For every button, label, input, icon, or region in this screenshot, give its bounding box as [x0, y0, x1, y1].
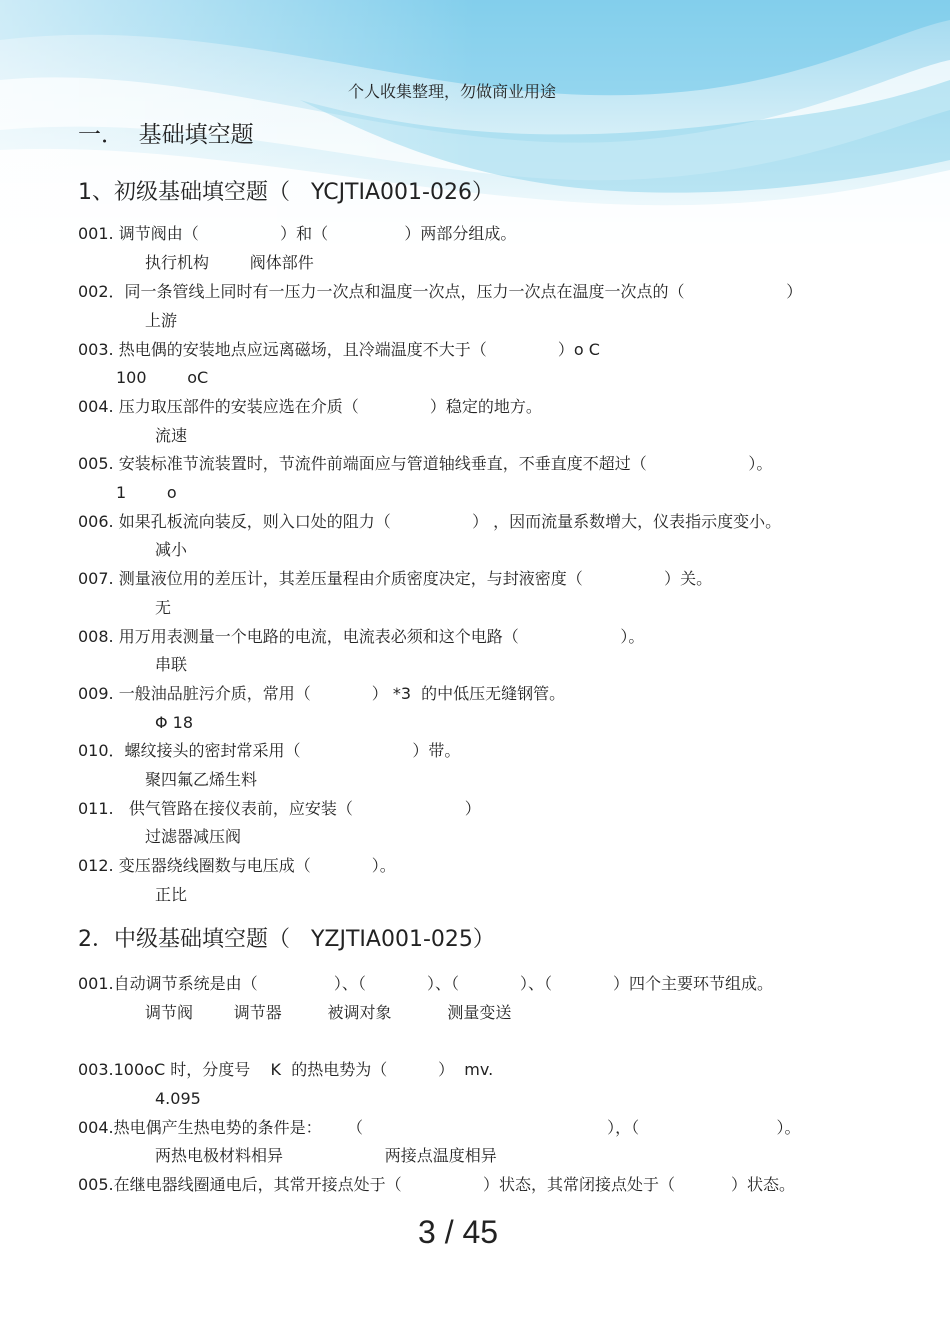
question-s1-004: 004. 压力取压部件的安装应选在介质（ ）稳定的地方。 [78, 397, 542, 416]
answer-s2-003: 4.095 [155, 1089, 201, 1108]
answer-s1-003: 100 oC [116, 368, 209, 387]
page-number: 3 / 45 [418, 1214, 499, 1250]
answer-s1-009: Φ 18 [155, 713, 194, 732]
answer-s2-001: 调节阀 调节器 被调对象 测量变送 [145, 1003, 512, 1022]
answer-s1-012: 正比 [155, 885, 188, 904]
question-s1-009: 009. 一般油品脏污介质，常用（ ） *3 的中低压无缝钢管。 [78, 684, 566, 703]
question-s1-005: 005. 安装标准节流装置时，节流件前端面应与管道轴线垂直，不垂直度不超过（ ）。 [78, 454, 773, 473]
question-s2-004: 004.热电偶产生热电势的条件是： （ ），（ ）。 [78, 1118, 801, 1137]
answer-s1-004: 流速 [155, 426, 188, 445]
question-s1-011: 011. 供气管路在接仪表前，应安装（ ） [78, 799, 481, 818]
header-note: 个人收集整理，勿做商业用途 [348, 82, 557, 101]
question-s1-010: 010．螺纹接头的密封常采用（ ）带。 [78, 741, 461, 760]
answer-s2-004: 两热电极材料相异 两接点温度相异 [155, 1146, 497, 1165]
answer-s1-001: 执行机构 阀体部件 [145, 253, 314, 272]
question-s2-001: 001.自动调节系统是由（ ）、（ ）、（ ）、（ ）四个主要环节组成。 [78, 974, 774, 993]
answer-s1-006: 减小 [155, 540, 188, 559]
section-1-title: 1、初级基础填空题（ YCJTIA001-026） [78, 180, 494, 205]
answer-s1-010: 聚四氟乙烯生料 [145, 770, 258, 789]
question-s1-012: 012. 变压器绕线圈数与电压成（ ）。 [78, 856, 396, 875]
question-s1-001: 001. 调节阀由（ ）和（ ）两部分组成。 [78, 224, 517, 243]
answer-s1-007: 无 [155, 598, 172, 617]
question-s1-007: 007. 测量液位用的差压计，其差压量程由介质密度决定，与封液密度（ ）关。 [78, 569, 713, 588]
section-2-title: 2．中级基础填空题（ YZJTIA001-025） [78, 927, 495, 952]
answer-s1-002: 上游 [145, 311, 178, 330]
question-s2-005: 005.在继电器线圈通电后，其常开接点处于（ ）状态，其常闭接点处于（ ）状态。 [78, 1175, 795, 1194]
answer-s1-008: 串联 [155, 655, 188, 674]
answer-s1-011: 过滤器减压阀 [145, 827, 242, 846]
question-s1-003: 003. 热电偶的安装地点应远离磁场，且冷端温度不大于（ ）o C [78, 340, 600, 359]
main-heading: 一． 基础填空题 [78, 122, 254, 148]
question-s1-006: 006. 如果孔板流向装反，则入口处的阻力（ ） ，因而流量系数增大，仪表指示度变小。 [78, 512, 782, 531]
question-s1-008: 008. 用万用表测量一个电路的电流，电流表必须和这个电路（ ）。 [78, 627, 645, 646]
question-s2-003: 003.100oC 时，分度号 K 的热电势为（ ） mv. [78, 1060, 494, 1079]
answer-s1-005: 1 o [116, 483, 177, 502]
question-s1-002: 002．同一条管线上同时有一压力一次点和温度一次点，压力一次点在温度一次点的（ ） [78, 282, 803, 301]
